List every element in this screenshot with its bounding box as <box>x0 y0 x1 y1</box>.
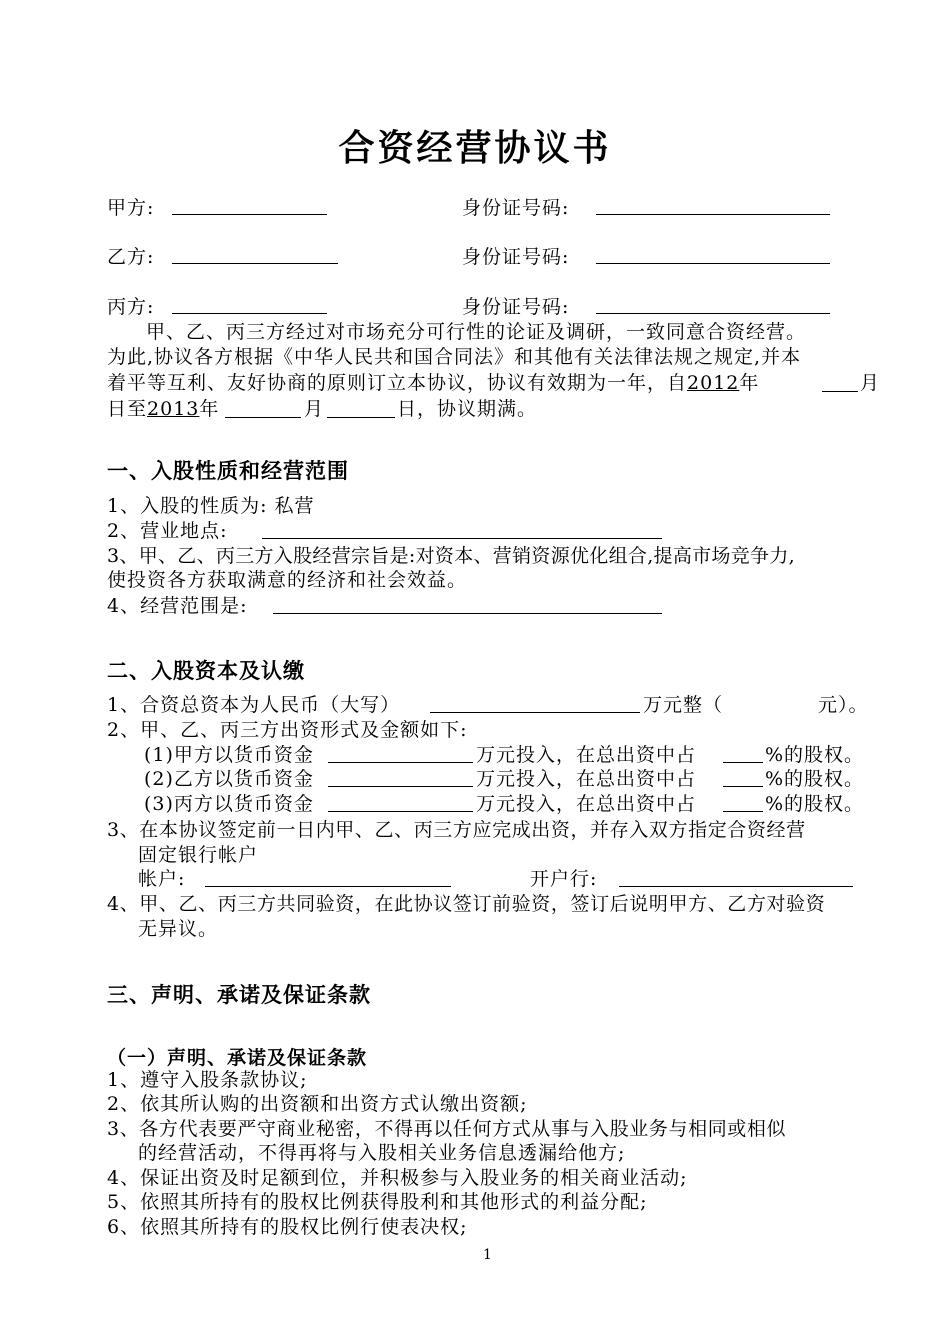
section-1-item-3-line-2: 使投资各方获取满意的经济和社会效益。 <box>107 569 468 591</box>
page-title: 合资经营协议书 <box>338 128 612 169</box>
bank-label: 开户行: <box>530 868 598 890</box>
party-b-blank <box>172 263 338 264</box>
party-a-contribution-post: %的股权。 <box>765 744 865 766</box>
end-year: 2013 <box>147 398 200 420</box>
party-b-percent-blank <box>723 786 763 787</box>
intro-line-2: 为此,协议各方根据《中华人民共和国合同法》和其他有关法律法规之规定,并本 <box>107 346 802 368</box>
start-year-char: 年 <box>739 372 760 394</box>
party-a-percent-blank <box>723 762 763 763</box>
start-month-char: 月 <box>860 372 881 394</box>
party-a-id-label: 身份证号码: <box>462 197 570 219</box>
party-c-contribution-mid: 万元投入，在总出资中占 <box>476 793 697 815</box>
section-3-item-6: 6、依照其所持有的股权比例行使表决权; <box>107 1216 468 1238</box>
intro-line-1: 甲、乙、丙三方经过对市场充分可行性的论证及调研，一致同意合资经营。 <box>146 321 807 343</box>
section-3-subheading: （一）声明、承诺及保证条款 <box>107 1047 368 1069</box>
section-1-item-3-line-1: 3、甲、乙、丙三方入股经营宗旨是:对资本、营销资源优化组合,提高市场竞争力, <box>107 545 795 567</box>
party-b-id-label: 身份证号码: <box>462 246 570 268</box>
section-1-item-2: 2、营业地点: <box>107 520 228 542</box>
total-capital-blank <box>430 712 640 713</box>
section-3-item-5: 5、依照其所持有的股权比例获得股利和其他形式的利益分配; <box>107 1191 648 1213</box>
party-c-id-blank <box>596 313 830 314</box>
party-b-contribution-post: %的股权。 <box>765 768 865 790</box>
section-3-item-4: 4、保证出资及时足额到位，并积极参与入股业务的相关商业活动; <box>107 1167 688 1189</box>
end-year-char: 年 <box>199 398 220 420</box>
party-a-label: 甲方: <box>107 197 155 219</box>
party-a-id-blank <box>596 214 830 215</box>
section-3-heading: 三、声明、承诺及保证条款 <box>107 983 371 1007</box>
page-number: 1 <box>483 1247 492 1263</box>
party-a-contribution-label: (1)甲方以货币资金 <box>144 744 314 766</box>
party-a-blank <box>172 214 327 215</box>
party-c-blank <box>172 313 327 314</box>
section-3-item-3-line-1: 3、各方代表要严守商业秘密，不得再以任何方式从事与入股业务与相同或相似 <box>107 1118 787 1140</box>
party-c-percent-blank <box>723 811 763 812</box>
account-blank <box>205 886 451 887</box>
section-1-item-1: 1、入股的性质为: 私营 <box>107 495 315 517</box>
section-2-item-1-post: 元）。 <box>818 694 869 716</box>
section-1-heading: 一、入股性质和经营范围 <box>107 459 349 483</box>
end-day-text: 日，协议期满。 <box>397 398 538 420</box>
section-3-item-2: 2、依其所认购的出资额和出资方式认缴出资额; <box>107 1093 528 1115</box>
section-2-item-1-mid: 万元整（ <box>643 694 724 716</box>
intro-line-4-text: 日至 <box>107 398 148 420</box>
party-c-contribution-label: (3)丙方以货币资金 <box>144 793 314 815</box>
party-b-label: 乙方: <box>107 246 155 268</box>
bank-blank <box>619 886 853 887</box>
party-a-amount-blank <box>328 762 473 763</box>
end-month-char: 月 <box>304 398 325 420</box>
party-a-contribution-mid: 万元投入，在总出资中占 <box>476 744 697 766</box>
start-year: 2012 <box>687 372 740 394</box>
section-2-heading: 二、入股资本及认缴 <box>107 659 305 683</box>
business-scope-blank <box>273 613 662 614</box>
party-c-label: 丙方: <box>107 296 155 318</box>
end-day-blank <box>327 417 395 418</box>
party-b-contribution-label: (2)乙方以货币资金 <box>144 768 314 790</box>
section-2-item-3-line-1: 3、在本协议签定前一日内甲、乙、丙三方应完成出资，并存入双方指定合资经营 <box>107 819 806 841</box>
party-b-amount-blank <box>328 786 473 787</box>
intro-line-3 <box>107 371 759 395</box>
section-3-item-3-line-2: 的经营活动，不得再将与入股相关业务信息透漏给他方; <box>138 1142 626 1164</box>
section-2-item-4-line-2: 无异议。 <box>138 918 219 940</box>
section-2-item-4-line-1: 4、甲、乙、丙三方共同验资，在此协议签订前验资，签订后说明甲方、乙方对验资 <box>107 893 826 915</box>
party-b-id-blank <box>596 263 830 264</box>
party-c-id-label: 身份证号码: <box>462 296 570 318</box>
section-2-item-1: 1、合资总资本为人民币（大写） <box>107 694 401 716</box>
business-location-blank <box>262 538 662 539</box>
section-3-item-1: 1、遵守入股条款协议; <box>107 1069 308 1091</box>
account-label: 帐户: <box>138 868 186 890</box>
party-b-contribution-mid: 万元投入，在总出资中占 <box>476 768 697 790</box>
start-month-blank <box>822 391 858 392</box>
party-c-amount-blank <box>328 811 473 812</box>
section-1-item-4: 4、经营范围是: <box>107 595 248 617</box>
section-2-item-3-line-2: 固定银行帐户 <box>138 844 259 866</box>
section-2-item-2: 2、甲、乙、丙三方出资形式及金额如下: <box>107 719 468 741</box>
end-month-blank <box>225 417 301 418</box>
party-c-contribution-post: %的股权。 <box>765 793 865 815</box>
intro-line-4-start <box>107 397 219 421</box>
intro-line-3-text: 着平等互利、友好协商的原则订立本协议，协议有效期为一年，自 <box>107 372 688 394</box>
